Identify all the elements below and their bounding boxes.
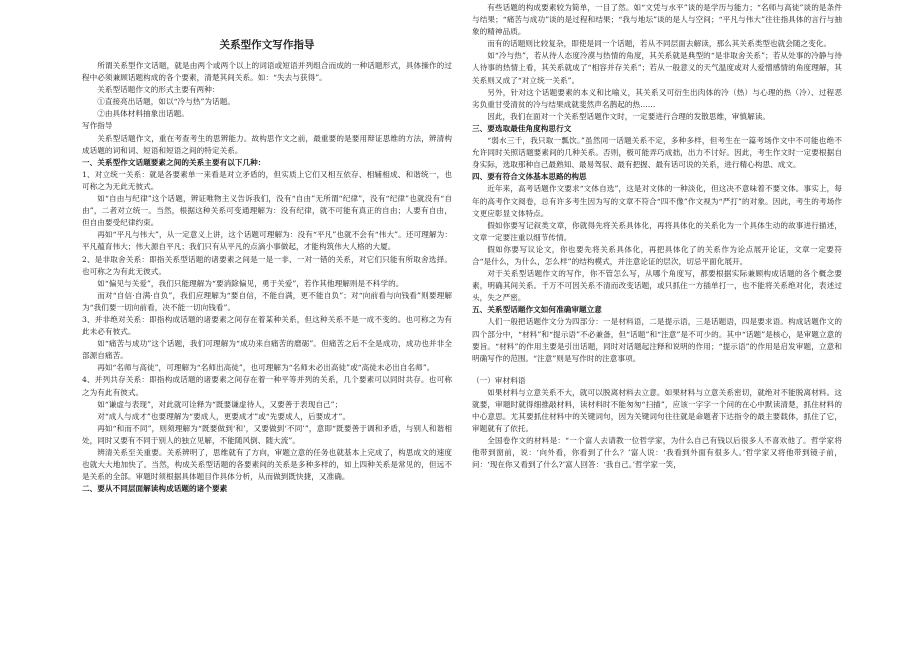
- paragraph: ①直接亮出话题，如以“冷与热”为话题。: [97, 97, 235, 107]
- paragraph: 2、是非取舍关系：即指关系型话题的诸要素之间是一是一非、一对一错的关系，对它们只能有所取舍选择。也可称之为有此无彼式。: [82, 254, 452, 276]
- paragraph: 4、并列共存关系：即指构成话题的诸要素之间存在着一种平等并列的关系，几个要素可以同时共存。也可称之为有此有彼式。: [82, 375, 452, 397]
- paragraph: 3、并非绝对关系：即指构成话题的诸要素之间存在着某种关系，但这种关系不是一成不变的。也可称之为有此未必有彼式。: [82, 314, 452, 337]
- paragraph: 近年来，高考话题作文要求“文体自选”，这是对文体的一种淡化，但这决不意味着不要文体。事实上，每年的高考作文阅卷，总有许多考生因为写的文章不符合“四不像”作文视为“严打”的对象。因此，考生的考场作文更应彰显文体特点。: [472, 184, 842, 218]
- paragraph: 再如“平凡与伟大”，从一定意义上讲，这个话题可理解为：没有“平凡”也就不会有“伟大”。还可理解为：平凡蕴育伟大；伟大源自平凡；我们只有从平凡的点滴小事做起，才能构筑伟大人格的大厦。: [82, 230, 452, 252]
- section-heading: 四、要有符合文体基本思路的构思: [472, 172, 587, 182]
- paragraph: 如“痛苦与成功”这个话题，我们可理解为“成功来自痛苦的磨砺”。但痛苦之后不全是成功，成功也并非全部源自痛苦。: [82, 339, 452, 361]
- paragraph: 对于关系型话题作文的写作，你不管怎么写，从哪个角度写，都要根据实际兼顾构成话题的各个概念要素，明确其间关系。千万不可因关系不清而改变话题，或只抓住一方插单打一，也不能将关系绝对化，表述过头，失之严密。: [472, 269, 842, 303]
- section-heading: 一、关系型作文话题要素之间的关系主要有以下几种：: [82, 157, 266, 167]
- paragraph: 而有的话题则比较复杂，即使是同一个话题，若从不同层面去解读，那么其关系类型也就会随之变化。: [487, 39, 832, 49]
- paragraph: 如“偏见与关爱”，我们只能理解为“要消除偏见，勇于关爱”，若作其他理解则是不科学的。: [97, 278, 404, 288]
- paragraph: “弱水三千，我只取一瓢饮。”虽然同一话题关系不定，多种多样，但考生在一篇考场作文中不可能也绝不允许同时关照话题要素间的几种关系。否则，极可能弄巧成拙，出力不讨好。因此，考生作文时一定要根据自身实际，选取那种自己最熟知、最易驾驭、最有把握、最有话可说的关系，进行精心构思、成文。: [472, 136, 842, 170]
- paragraph: ②由具体材料抽象出话题。: [97, 109, 189, 119]
- paragraph: 因此，我们在面对一个关系型话题作文时，一定要进行合理的发散思维，审慎解读。: [487, 111, 771, 121]
- paragraph: 另外，针对这个话题要素的本义和比喻义，其关系又可衍生出肉体的冷（热）与心理的热（冷）、过程恶劣负重甘受清贫的冷与结果成就斐然声名鹊起的热……: [472, 87, 842, 109]
- paragraph: 对“成人与成才”也要理解为“要成人，更要成才”或“先要成人，后要成才”。: [97, 411, 351, 421]
- paragraph: 关系型话题作文的形式主要有两种：: [97, 85, 220, 95]
- paragraph: 如“谦虚与表现”，对此就可诠释为“既要谦虚待人，又要善于表现自己”；: [97, 399, 343, 409]
- section-heading: 五、关系型话题作文如何准确审题立意: [472, 305, 602, 315]
- paragraph: 如“自由与纪律”这个话题，辨证唯物主义告诉我们，没有“自由”无所谓“纪律”，没有“纪律”也就没有“自由”，二者对立统一。当然，根据这种关系可变通理解为：没有纪律，就不可能有真正的自由；人要有自由，但自由要受纪律约束。: [82, 194, 452, 228]
- paragraph: 再如“名师与高徒”，可理解为“名师出高徒”，也可理解为“名师未必出高徒”或“高徒未必出自名师”。: [97, 363, 435, 373]
- paragraph: 如“冷与热”，若从待人态度冷漠与热情的角度，其关系就是典型的“是非取舍关系”；若从处事的冷静与待人待事的热情上看，其关系就成了“相容并存关系”；若从一般意义的天气温度或对人爱憎感情的角度理解，其关系则又成了“对立统一关系”。: [472, 51, 842, 85]
- paragraph: 人们一般把话题作文分为四部分：一是材料语，二是提示语，三是话题语，四是要求语。构成话题作文的四个部分中，“材料”和“提示语”不必兼备，但“话题”和“注意”是不可少的。其中“话题”是核心，是审题立意的要旨。“材料”的作用主要是引出话题，同时对话题起注释和说明的作用；“提示语”的作用是启发审题，立意和明确写作的范围。“注意”则是写作时的注意事项。: [472, 317, 842, 363]
- paragraph: 1、对立统一关系：就是各要素单一来看是对立矛盾的，但实质上它们又相互依存、相辅相成、和谐统一，也可称之为无此无彼式。: [82, 169, 452, 191]
- paragraph: 再如“和而不同”，则须理解为“既要做到‘和’，又要做到‘不同’”，意即“既要善于调和矛盾，与别人和谐相处，同时又要有不同于别人的独立见解，不能随风倒、随大流”。: [82, 423, 452, 445]
- paragraph: 如果材料与立意关系不大，就可以脱离材料去立意。如果材料与立意关系密切，就绝对不能脱离材料。这就要，审题时就得细推敲材料，读材料时不能匆匆“扫描”，应该一字字一个问的在心中默读清楚，抓住材料的中心意思。尤其要抓住材料中的关键词句，因为关键词句往往就是命题者下达指令的最主要载体，抓住了它，审题就有了依托。: [472, 387, 842, 434]
- paragraph: 关系型话题作文，重在考查考生的思辨能力。故构思作文之前，最重要的是要用辩证思维的方法，辨清构成话题的词和词、短语和短语之间的特定关系。: [82, 133, 452, 155]
- paragraph: 假如你要写议论文，你也要先将关系具体化，再把具体化了的关系作为论点展开论证，文章一定要符合“是什么，为什么，怎么样”的结构模式，并注意论证的层次，切忌平面化展开。: [472, 244, 842, 266]
- paragraph: 假如你要写记叙类文章，你就得先将关系具体化，再将具体化的关系化为一个具体生动的故事进行描述，文章一定要注重以细节传情。: [472, 220, 842, 242]
- section-heading: 三、要选取最佳角度构思行文: [472, 123, 572, 133]
- document-title: 关系型作文写作指导: [219, 39, 315, 51]
- paragraph: （一）审材料语: [472, 375, 526, 385]
- paragraph: 写作指导: [82, 121, 113, 131]
- paragraph: 辨清关系至关重要。关系辨明了，思维就有了方向，审题立意的任务也就基本上完成了，构思成文的速度也就大大地加快了。当然，构成关系型话题的各要素间的关系是多种多样的，如上四种关系是常见的，但远不是关系的全部。审题时须根据具体题目作具体分析，从而做到既快捷，又准确。: [82, 448, 452, 482]
- paragraph: 有些话题的构成要素较为简单，一目了然。如“文凭与水平”谈的是学历与能力；“名师与高徒”谈的是条件与结果；“痛苦与成功”谈的是过程和结果；“我与地坛”谈的是人与空间；“平凡与伟大”往往指具体的言行与抽象的精神品质。: [472, 3, 842, 37]
- paragraph-spacer: [472, 365, 842, 375]
- paragraph: 而对“自信·自满·自负”，我们应理解为“要自信，不能自满，更不能自负”；对“向前看与向钱看”则要理解为“我们要一切向前看，决不能一切向钱看”。: [82, 290, 452, 312]
- paragraph: 全国卷作文的材料是：“一个富人去请教一位哲学家，为什么自己有钱以后很多人不喜欢他了。哲学家将他带到窗前，说：‘向外看，你看到了什么？’富人说：‘我看到外面有很多人。’哲学家又将他带到镜子前，问：‘现在你又看到了什么?’富人回答：‘我自己。’哲学家一笑，: [472, 436, 842, 470]
- paragraph: 所谓关系型作文话题，就是由两个或两个以上的词语或短语并列组合而成的一种话题形式，具体操作的过程中必须兼顾话题构成的各个要素，清楚其间关系。如：“失去与获得”。: [82, 61, 452, 83]
- right-column: [472, 2, 842, 632]
- section-heading: 二、要从不同层面解读构成话题的诸个要素: [82, 484, 228, 494]
- left-column: [82, 20, 452, 650]
